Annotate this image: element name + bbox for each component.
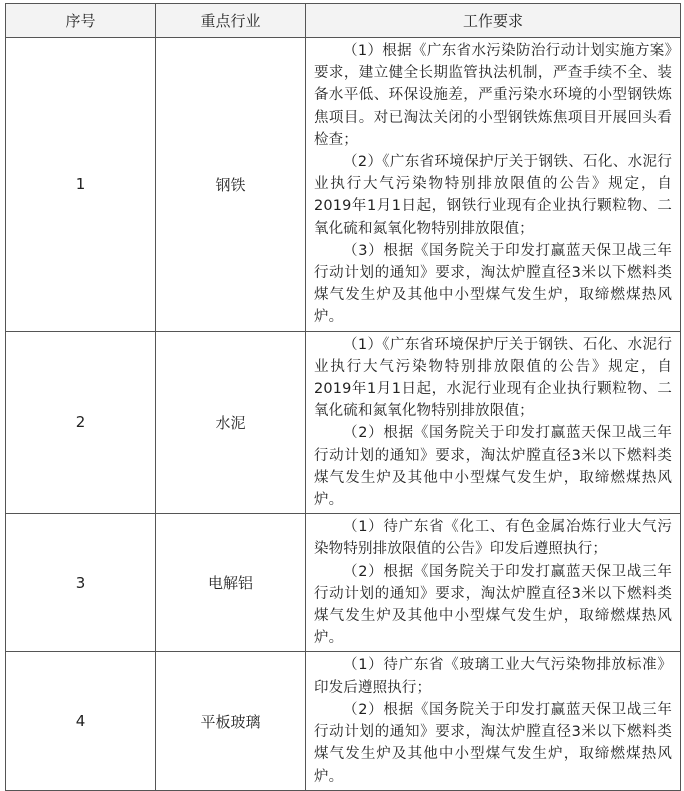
table-row — [6, 38, 681, 332]
table-row — [6, 652, 681, 790]
requirement-item: （1）待广东省《化工、有色金属冶炼行业大气污染物特别排放限值的公告》印发后遵照执行； — [314, 519, 672, 558]
requirement-item: （1）待广东省《玻璃工业大气污染物排放标准》印发后遵照执行； — [314, 657, 672, 696]
row-number: 2 — [6, 331, 156, 514]
requirements-cell — [306, 38, 681, 332]
requirement-item: （2）根据《国务院关于印发打赢蓝天保卫战三年行动计划的通知》要求，淘汰炉膛直径3米以下燃料类煤气发生炉及其他中小型煤气发生炉，取缔燃煤热风炉。 — [314, 563, 672, 647]
row-number: 3 — [6, 514, 156, 652]
header-industry: 重点行业 — [156, 4, 306, 38]
requirement-item: （3）根据《国务院关于印发打赢蓝天保卫战三年行动计划的通知》要求，淘汰炉膛直径3米以下燃料类煤气发生炉及其他中小型煤气发生炉，取缔燃煤热风炉。 — [314, 242, 672, 326]
header-requirements: 工作要求 — [306, 4, 681, 38]
industry-cell: 电解铝 — [156, 514, 306, 652]
requirements-table — [5, 3, 681, 791]
industry-cell: 水泥 — [156, 331, 306, 514]
requirement-item: （2）根据《国务院关于印发打赢蓝天保卫战三年行动计划的通知》要求，淘汰炉膛直径3米以下燃料类煤气发生炉及其他中小型煤气发生炉，取缔燃煤热风炉。 — [314, 425, 672, 509]
industry-cell: 平板玻璃 — [156, 652, 306, 790]
table-row — [6, 331, 681, 514]
requirements-cell — [306, 331, 681, 514]
requirement-item: （1）根据《广东省水污染防治行动计划实施方案》要求，建立健全长期监管执法机制，严查手续不全、装备水平低、环保设施差，严重污染水环境的小型钢铁炼焦项目。对已淘汰关闭的小型钢铁炼焦项目开展回头看检查； — [314, 43, 672, 148]
row-number: 4 — [6, 652, 156, 790]
requirements-cell — [306, 652, 681, 790]
requirement-item: （1）《广东省环境保护厅关于钢铁、石化、水泥行业执行大气污染物特别排放限值的公告》规定，自2019年1月1日起，水泥行业现有企业执行颗粒物、二氧化硫和氮氧化物特别排放限值； — [314, 336, 672, 420]
table-row — [6, 514, 681, 652]
industry-cell: 钢铁 — [156, 38, 306, 332]
requirement-item: （2）根据《国务院关于印发打赢蓝天保卫战三年行动计划的通知》要求，淘汰炉膛直径3米以下燃料类煤气发生炉及其他中小型煤气发生炉，取缔燃煤热风炉。 — [314, 701, 672, 785]
row-number: 1 — [6, 38, 156, 332]
requirement-item: （2）《广东省环境保护厅关于钢铁、石化、水泥行业执行大气污染物特别排放限值的公告》规定，自2019年1月1日起，钢铁行业现有企业执行颗粒物、二氧化硫和氮氧化物特别排放限值； — [314, 154, 672, 237]
requirements-cell — [306, 514, 681, 652]
header-no: 序号 — [6, 4, 156, 38]
header-row — [6, 4, 681, 38]
